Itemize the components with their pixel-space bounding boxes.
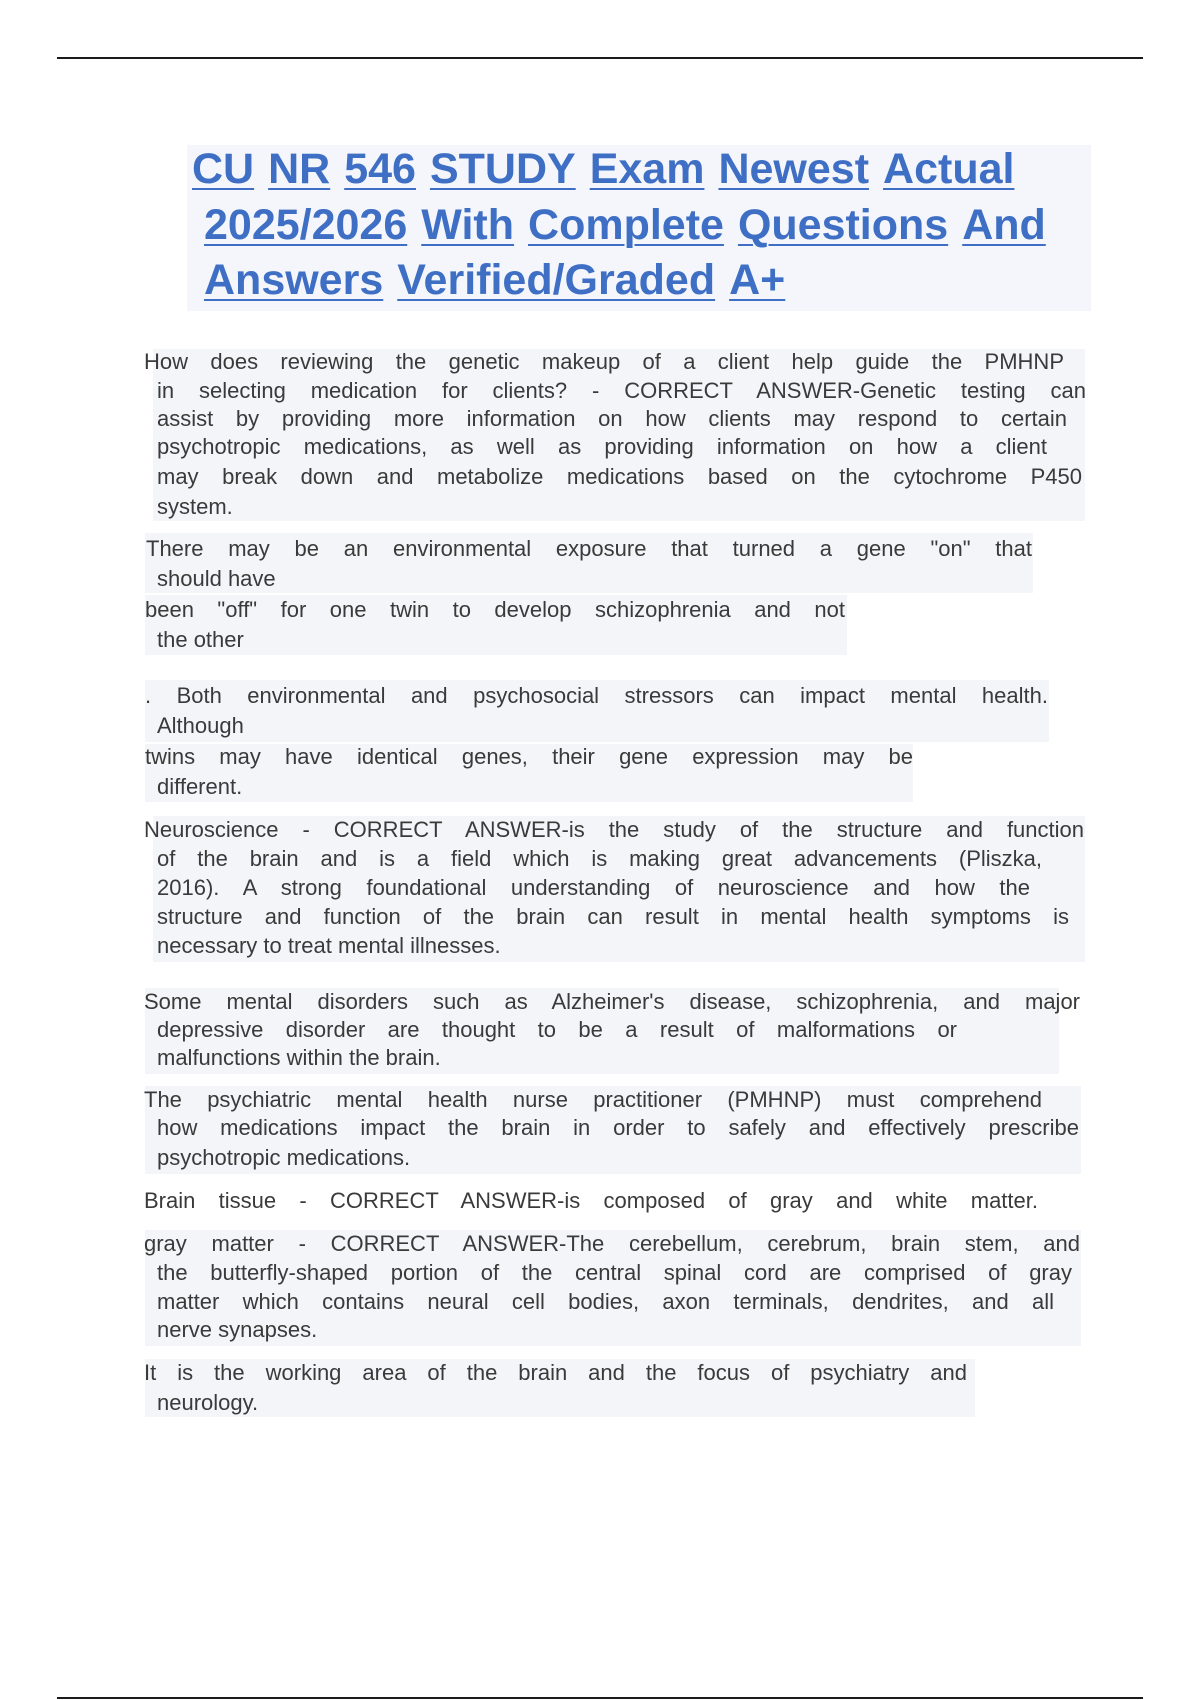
title-line-2[interactable]: [204, 199, 1046, 251]
title-link-word[interactable]: 2025/2026: [204, 201, 408, 249]
title-link-word[interactable]: CU: [192, 145, 255, 193]
title-link-word[interactable]: Actual: [883, 145, 1015, 193]
paragraph-1-line: How does reviewing the genetic makeup of a client help guide the PMHNP: [144, 349, 1064, 374]
paragraph-3-line: . Both environmental and psychosocial stressors can impact mental health.: [145, 683, 1048, 708]
title-link-word[interactable]: And: [962, 201, 1046, 249]
paragraph-5-line: depressive disorder are thought to be a result of malformations or: [157, 1017, 957, 1042]
paragraph-1-line: may break down and metabolize medications based on the cytochrome P450: [157, 464, 1082, 489]
paragraph-6-line: The psychiatric mental health nurse practitioner (PMHNP) must comprehend: [144, 1087, 1042, 1112]
bottom-rule: [57, 1697, 1143, 1699]
paragraph-1-line: system.: [157, 494, 233, 519]
paragraph-4-line: necessary to treat mental illnesses.: [157, 933, 501, 958]
paragraph-5-line: Some mental disorders such as Alzheimer's disease, schizophrenia, and major: [144, 989, 1080, 1014]
title-link-word[interactable]: Verified/Graded: [397, 256, 716, 304]
paragraph-8-line: the butterfly-shaped portion of the central spinal cord are comprised of gray: [157, 1260, 1072, 1285]
title-link-word[interactable]: Answers: [204, 256, 384, 304]
title-link-word[interactable]: 546: [344, 145, 416, 193]
title-link-word[interactable]: Newest: [718, 145, 870, 193]
title-line-1[interactable]: [192, 143, 1014, 195]
paragraph-4-line: of the brain and is a field which is making great advancements (Pliszka,: [157, 846, 1042, 871]
title-link-word[interactable]: Exam: [589, 145, 705, 193]
paragraph-7-line: Brain tissue - CORRECT ANSWER-is composed of gray and white matter.: [144, 1188, 1038, 1213]
title-link-word[interactable]: With: [421, 201, 515, 249]
paragraph-4-line: 2016). A strong foundational understanding of neuroscience and how the: [157, 875, 1030, 900]
title-link-word[interactable]: Questions: [737, 201, 949, 249]
title-link-word[interactable]: STUDY: [429, 145, 576, 193]
paragraph-2-line: There may be an environmental exposure that turned a gene "on" that: [146, 536, 1032, 561]
paragraph-4-line: Neuroscience - CORRECT ANSWER-is the study of the structure and function: [144, 817, 1084, 842]
paragraph-6-line: psychotropic medications.: [157, 1145, 411, 1170]
title-link-word[interactable]: NR: [268, 145, 331, 193]
paragraph-8-line: nerve synapses.: [157, 1317, 318, 1342]
paragraph-2-line: been "off" for one twin to develop schizophrenia and not: [145, 597, 845, 622]
title-link-word[interactable]: A+: [729, 256, 786, 304]
title-link-word[interactable]: Complete: [528, 201, 724, 249]
paragraph-3-line: twins may have identical genes, their gene expression may be: [145, 744, 913, 769]
paragraph-1-line: assist by providing more information on how clients may respond to certain: [157, 406, 1067, 431]
paragraph-8-line: gray matter - CORRECT ANSWER-The cerebellum, cerebrum, brain stem, and: [144, 1231, 1080, 1256]
paragraph-8-line: matter which contains neural cell bodies, axon terminals, dendrites, and all: [157, 1289, 1054, 1314]
paragraph-3-line: Although: [157, 713, 244, 738]
title-line-3[interactable]: [204, 254, 785, 306]
paragraph-6-line: how medications impact the brain in order to safely and effectively prescribe: [157, 1115, 1079, 1140]
paragraph-4-line: structure and function of the brain can result in mental health symptoms is: [157, 904, 1069, 929]
paragraph-2-line: should have: [157, 566, 276, 591]
paragraph-9-line: It is the working area of the brain and the focus of psychiatry and: [144, 1360, 967, 1385]
paragraph-1-line: psychotropic medications, as well as providing information on how a client: [157, 434, 1047, 459]
paragraph-1-line: in selecting medication for clients? - CORRECT ANSWER-Genetic testing can: [157, 378, 1086, 403]
paragraph-9-line: neurology.: [157, 1390, 259, 1415]
paragraph-2-line: the other: [157, 627, 244, 652]
top-rule: [57, 57, 1143, 59]
paragraph-3-line: different.: [157, 774, 243, 799]
paragraph-5-line: malfunctions within the brain.: [157, 1045, 441, 1070]
